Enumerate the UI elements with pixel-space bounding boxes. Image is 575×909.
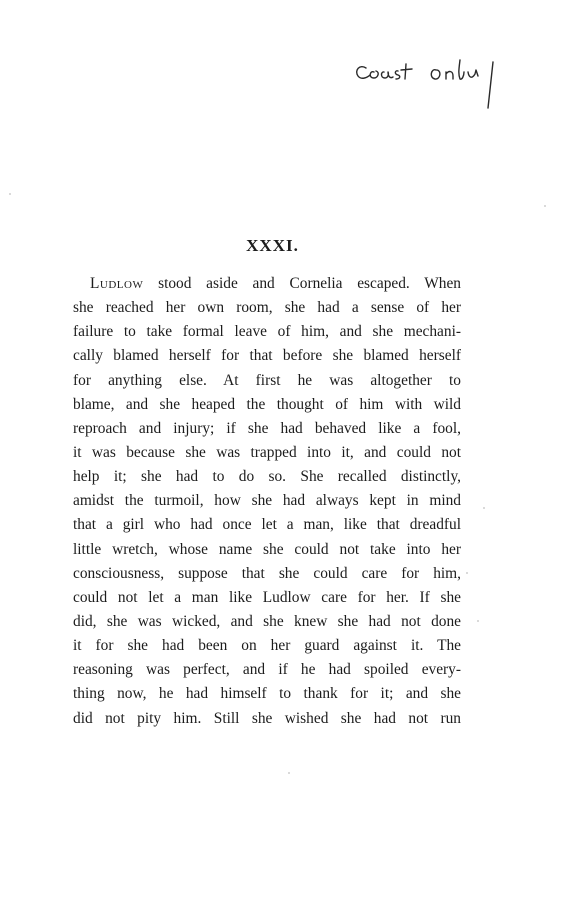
paper-speck [544, 205, 546, 207]
text-line: failure to take formal leave of him, and she mechani- [73, 323, 461, 341]
text-line [73, 272, 461, 296]
text-line: that a girl who had once let a man, like that dreadful [73, 516, 461, 534]
text-line: reasoning was perfect, and if he had spoiled every- [73, 661, 461, 679]
text-line: it was because she was trapped into it, and could not [73, 443, 461, 461]
text-line: consciousness, suppose that she could care for him, [73, 564, 461, 582]
text-line: she reached her own room, she had a sense of her [73, 299, 461, 317]
text-line: did not pity him. Still she wished she had not run [73, 709, 461, 727]
text-line: little wretch, whose name she could not take into her [73, 540, 461, 558]
text-line: cally blamed herself for that before she blamed herself [73, 347, 461, 365]
handwritten-annotation [352, 52, 512, 112]
text-line: did, she was wicked, and she knew she had not done [73, 612, 461, 630]
text-line: thing now, he had himself to thank for it; and she [73, 685, 461, 703]
text-line: help it; she had to do so. She recalled distinctly, [73, 468, 461, 486]
opening-word: Ludlow [90, 275, 144, 292]
paper-speck [288, 772, 290, 774]
paper-speck [477, 620, 479, 622]
paper-speck [9, 193, 11, 195]
text-line-content: stood aside and Cornelia escaped. When [143, 275, 461, 292]
text-line: could not let a man like Ludlow care for her. If she [73, 588, 461, 606]
chapter-heading: XXXI. [246, 236, 299, 255]
paper-speck [483, 507, 485, 509]
paper-speck [466, 572, 468, 574]
text-line: it for she had been on her guard against it. The [73, 637, 461, 655]
text-line: blame, and she heaped the thought of him with wild [73, 395, 461, 413]
text-line: for anything else. At first he was altogether to [73, 371, 461, 389]
chapter-text [73, 272, 461, 731]
text-line: reproach and injury; if she had behaved like a fool, [73, 419, 461, 437]
text-line: amidst the turmoil, how she had always kept in mind [73, 492, 461, 510]
